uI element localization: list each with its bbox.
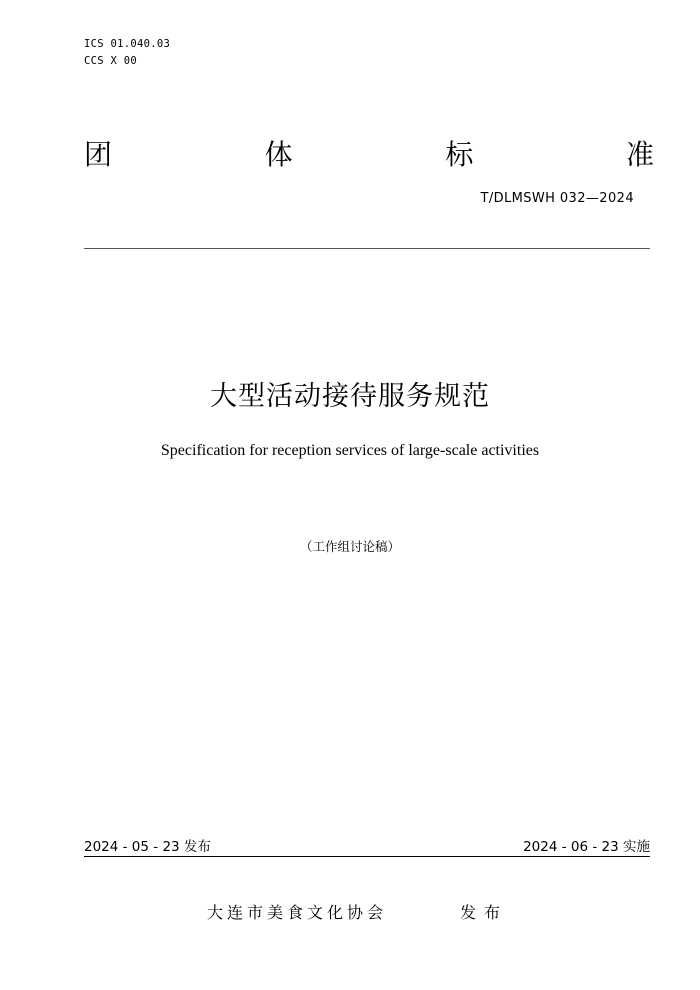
- document-title-chinese: 大型活动接待服务规范: [210, 381, 490, 412]
- standard-type-char: 体: [264, 138, 293, 171]
- document-title-english: Specification for reception services of large-scale activities: [160, 442, 540, 459]
- ccs-code: CCS X 00: [84, 55, 137, 67]
- ics-code: ICS 01.040.03: [84, 38, 171, 50]
- classification-codes: [84, 36, 170, 70]
- standard-type-char: 准: [625, 138, 654, 171]
- footer-divider: [84, 856, 650, 857]
- standard-type-char: 标: [445, 138, 474, 171]
- implementation-date: 2024 - 06 - 23 实施: [523, 839, 650, 855]
- publish-label: 发布: [460, 903, 509, 922]
- issue-date: 2024 - 05 - 23 发布: [84, 839, 211, 855]
- standard-type-heading: [84, 135, 654, 175]
- draft-status-note: （工作组讨论稿）: [299, 539, 400, 554]
- standard-type-char: 团: [84, 138, 113, 171]
- header-divider: [84, 248, 650, 249]
- standard-number: T/DLMSWH 032—2024: [480, 191, 634, 206]
- publisher-name: 大连市美食文化协会: [207, 903, 388, 922]
